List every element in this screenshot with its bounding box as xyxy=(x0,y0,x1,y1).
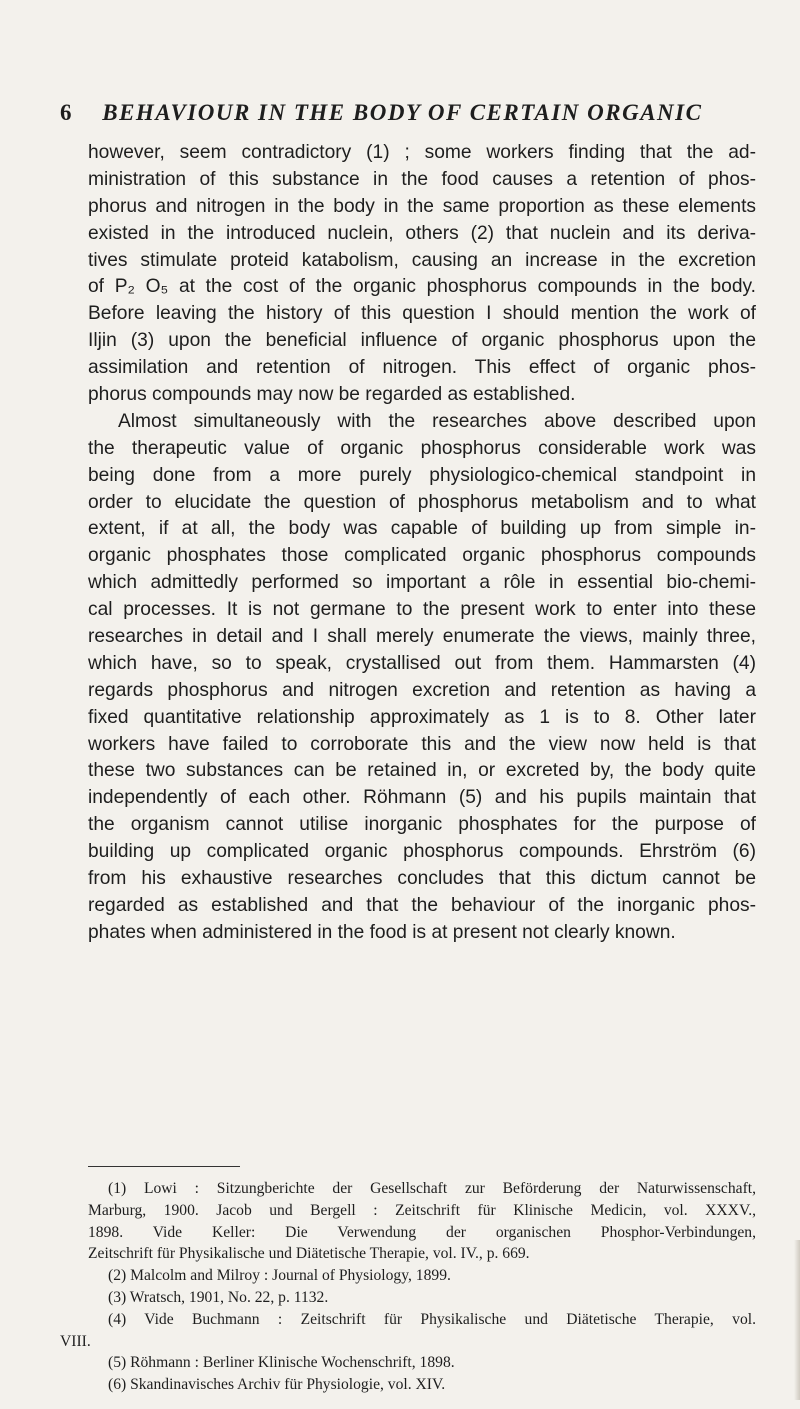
running-header xyxy=(60,100,760,126)
footnote-line: 1898. Vide Keller: Die Verwendung der organischen Phosphor-Verbindungen, xyxy=(88,1223,756,1241)
body-line: extent, if at all, the body was capable of building up from simple in- xyxy=(88,518,756,540)
footnote-line: (2) Malcolm and Milroy : Journal of Physiology, 1899. xyxy=(108,1267,451,1285)
body-line: tives stimulate proteid katabolism, causing an increase in the excretion xyxy=(88,249,756,271)
body-line: building up complicated organic phosphorus compounds. Ehrström (6) xyxy=(88,841,756,863)
body-line: Iljin (3) upon the beneficial influence of organic phosphorus upon the xyxy=(88,330,756,352)
footnote-divider xyxy=(88,1166,240,1167)
body-line: organic phosphates those complicated organic phosphorus compounds xyxy=(88,545,756,567)
footnote-line: (4) Vide Buchmann : Zeitschrift für Physikalische und Diätetische Therapie, vol. xyxy=(108,1310,756,1328)
body-line: regards phosphorus and nitrogen excretion and retention as having a xyxy=(88,679,756,701)
body-line: which admittedly performed so important a rôle in essential bio-chemi- xyxy=(88,572,756,594)
body-line: Almost simultaneously with the researches above described upon xyxy=(118,410,756,432)
footnote-line: (6) Skandinavisches Archiv für Physiologie, vol. XIV. xyxy=(108,1376,446,1394)
footnote-line: VIII. xyxy=(60,1332,91,1350)
body-line: assimilation and retention of nitrogen. This effect of organic phos- xyxy=(88,357,756,379)
body-text xyxy=(88,140,756,947)
body-line: workers have failed to corroborate this and the view now held is that xyxy=(88,733,756,755)
footnote-line: (5) Röhmann : Berliner Klinische Wochenschrift, 1898. xyxy=(108,1354,455,1372)
page-number: 6 xyxy=(60,100,73,125)
body-line: of P₂ O₅ at the cost of the organic phosphorus compounds in the body. xyxy=(88,276,756,298)
body-line: fixed quantitative relationship approximately as 1 is to 8. Other later xyxy=(88,706,756,728)
body-line: researches in detail and I shall merely enumerate the views, mainly three, xyxy=(88,626,756,648)
body-line: the organism cannot utilise inorganic phosphates for the purpose of xyxy=(88,814,756,836)
body-line: being done from a more purely physiologico-chemical standpoint in xyxy=(88,464,756,486)
body-line: Before leaving the history of this question I should mention the work of xyxy=(88,303,756,325)
body-line: the therapeutic value of organic phosphorus considerable work was xyxy=(88,437,756,459)
footnote-line: (3) Wratsch, 1901, No. 22, p. 1132. xyxy=(108,1288,329,1306)
body-line: phorus compounds may now be regarded as established. xyxy=(88,384,576,406)
body-line: phates when administered in the food is at present not clearly known. xyxy=(88,921,676,943)
body-line: which have, so to speak, crystallised out from them. Hammarsten (4) xyxy=(88,652,756,674)
body-line: independently of each other. Röhmann (5) and his pupils maintain that xyxy=(88,787,756,809)
footnote-line: Zeitschrift für Physikalische und Diätetische Therapie, vol. IV., p. 669. xyxy=(88,1245,530,1263)
page-edge-shadow xyxy=(794,1240,800,1400)
body-line: existed in the introduced nuclein, others (2) that nuclein and its deriva- xyxy=(88,222,756,244)
body-line: from his exhaustive researches concludes that this dictum cannot be xyxy=(88,868,756,890)
body-line: these two substances can be retained in, or excreted by, the body quite xyxy=(88,760,756,782)
footnote-line: Marburg, 1900. Jacob und Bergell : Zeitschrift für Klinische Medicin, vol. XXXV., xyxy=(88,1201,756,1219)
footnotes xyxy=(60,1178,756,1396)
body-line: regarded as established and that the behaviour of the inorganic phos- xyxy=(88,894,756,916)
body-line: order to elucidate the question of phosphorus metabolism and to what xyxy=(88,491,756,513)
body-line: cal processes. It is not germane to the present work to enter into these xyxy=(88,599,756,621)
footnote-line: (1) Lowi : Sitzungberichte der Gesellschaft zur Beförderung der Naturwissenschaft, xyxy=(108,1180,756,1197)
body-line: ministration of this substance in the food causes a retention of phos- xyxy=(88,168,756,190)
body-line: phorus and nitrogen in the body in the same proportion as these elements xyxy=(88,195,756,217)
running-title: BEHAVIOUR IN THE BODY OF CERTAIN ORGANIC xyxy=(102,100,703,125)
body-line: however, seem contradictory (1) ; some workers finding that the ad- xyxy=(88,142,756,163)
